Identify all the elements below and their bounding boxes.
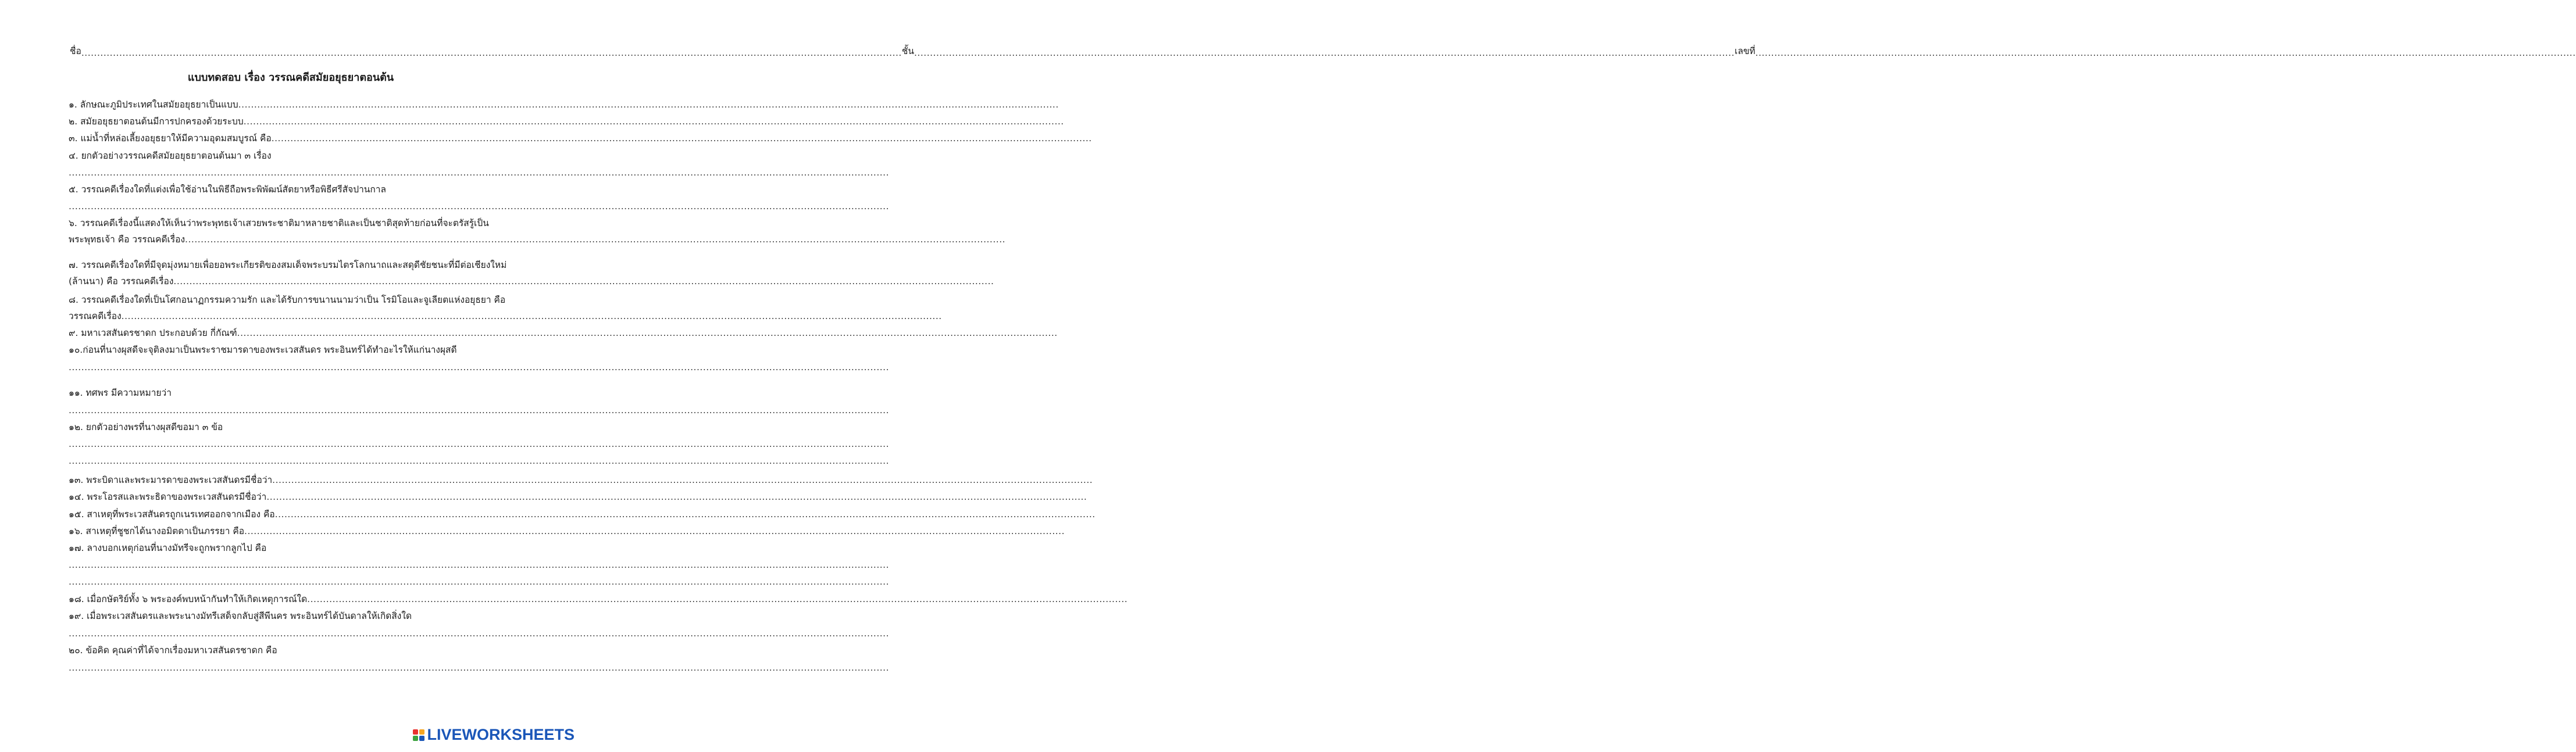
question-text: ๑๒. ยกตัวอย่างพรที่นางผุสดีขอมา ๓ ข้อ [69, 422, 223, 433]
logo-square-orange [419, 729, 424, 735]
question-text: ๑๘. เมื่อกษัตริย์ทั้ง ๖ พระองค์พบหน้ากันทำให้เกิดเหตุการณ์ใด [69, 594, 308, 605]
answer-field[interactable]: .................................................................................................................................................................................................................................................................... [69, 456, 890, 467]
liveworksheets-logo [413, 726, 575, 744]
answer-field[interactable]: .................................................................................................................................................................................................................................................................... [307, 594, 1128, 605]
answer-field[interactable]: .................................................................................................................................................................................................................................................................... [244, 526, 1065, 537]
question-text: พระพุทธเจ้า คือ วรรณคดีเรื่อง [69, 234, 185, 245]
logo-square-blue [419, 736, 424, 741]
question-13 [69, 471, 1093, 486]
question-text: ๒. สมัยอยุธยาตอนต้นมีการปกครองด้วยระบบ [69, 116, 244, 127]
question-text: ๑๐.ก่อนที่นางผุสดีจะจุติลงมาเป็นพระราชมารดาของพระเวสสันดร พระอินทร์ได้ทำอะไรให้แก่นางผุสดี [69, 345, 457, 356]
question-text: ๑๙. เมื่อพระเวสสันดรและพระนางมัทรีเสด็จกลับสู่สีพีนคร พระอินทร์ได้บันดาลให้เกิดสิ่งใด [69, 611, 412, 622]
logo-square-red [413, 729, 418, 735]
answer-field[interactable]: .................................................................................................................................................................................................................................................................... [69, 439, 890, 450]
question-text: ๑๖. สาเหตุที่ชูชกได้นางอมิตดาเป็นภรรยา คือ [69, 526, 245, 537]
answer-field[interactable]: .................................................................................................................................................................................................................................................................... [69, 362, 890, 373]
answer-field[interactable]: .................................................................................................................................................................................................................................................................... [266, 492, 1087, 503]
answer-line [69, 556, 890, 571]
question-20 [69, 641, 547, 656]
answer-field[interactable]: .................................................................................................................................................................................................................................................................... [69, 405, 890, 416]
answer-line [69, 163, 890, 178]
worksheet-title: แบบทดสอบ เรื่อง วรรณคดีสมัยอยุธยาตอนต้น [187, 71, 394, 84]
answer-line [69, 572, 890, 588]
answer-field[interactable]: .................................................................................................................................................................................................................................................................... [69, 576, 890, 588]
question-4 [69, 146, 531, 162]
answer-field[interactable]: .................................................................................................................................................................................................................................................................... [69, 560, 890, 571]
name-answer-field[interactable]: .................................................................................................................................................................................................................................................................... [81, 48, 902, 58]
answer-field[interactable]: .................................................................................................................................................................................................................................................................... [69, 628, 890, 639]
question-11 [69, 384, 543, 399]
answer-line [69, 401, 890, 416]
answer-line [69, 658, 890, 674]
question-6 [69, 214, 537, 229]
question-3 [69, 129, 1092, 144]
answer-field[interactable]: .................................................................................................................................................................................................................................................................... [272, 475, 1093, 486]
question-6-cont [69, 230, 1006, 245]
question-14 [69, 488, 1087, 503]
answer-line [69, 452, 890, 467]
answer-field[interactable]: .................................................................................................................................................................................................................................................................... [69, 663, 890, 674]
question-text: (ล้านนา) คือ วรรณคดีเรื่อง [69, 276, 174, 287]
question-15 [69, 505, 1096, 520]
number-answer-field[interactable]: .................................................................................................................................................................................................................................................................... [1755, 48, 2576, 58]
question-7 [69, 256, 537, 271]
question-12 [69, 418, 545, 433]
question-text: ๑๕. สาเหตุที่พระเวสสันดรถูกเนรเทศออกจากเมือง คือ [69, 509, 275, 520]
question-text: ๑๔. พระโอรสและพระธิดาของพระเวสสันดรมีชื่อว่า [69, 492, 267, 503]
answer-field[interactable]: .................................................................................................................................................................................................................................................................... [238, 99, 1059, 110]
answer-line [69, 435, 890, 450]
question-7-cont [69, 272, 994, 287]
question-text: ๑๗. ลางบอกเหตุก่อนที่นางมัทรีจะถูกพรากลูกไป คือ [69, 543, 267, 554]
question-9 [69, 324, 1058, 339]
question-18 [69, 590, 1128, 605]
question-text: ๕. วรรณคดีเรื่องใดที่แต่งเพื่อใช้อ่านในพิธีถือพระพิพัฒน์สัตยาหรือพิธีศรีสัจปานกาล [69, 184, 386, 195]
answer-field[interactable]: .................................................................................................................................................................................................................................................................... [271, 133, 1092, 144]
question-text: ๑๓. พระบิดาและพระมารดาของพระเวสสันดรมีชื่อว่า [69, 475, 273, 486]
question-text: ๔. ยกตัวอย่างวรรณคดีสมัยอยุธยาตอนต้นมา ๓ เรื่อง [69, 151, 272, 162]
answer-field[interactable]: .................................................................................................................................................................................................................................................................... [69, 167, 890, 178]
answer-field[interactable]: .................................................................................................................................................................................................................................................................... [173, 276, 994, 287]
question-text: ๗. วรรณคดีเรื่องใดที่มีจุดมุ่งหมายเพื่อยอพระเกียรติของสมเด็จพระบรมไตรโลกนาถและสดุดีชัยชนะที่มีต่อเชียงใหม่ [69, 260, 507, 271]
question-text: ๙. มหาเวสสันดรชาดก ประกอบด้วย กี่กัณฑ์ [69, 328, 237, 339]
question-text: ๖. วรรณคดีเรื่องนี้แสดงให้เห็นว่าพระพุทธเจ้าเสวยพระชาติมาหลายชาติและเป็นชาติสุดท้ายก่อนที่จะตรัสรู้เป็น [69, 218, 489, 229]
question-10 [69, 341, 537, 356]
answer-line [69, 358, 890, 373]
question-8-cont [69, 307, 942, 322]
answer-field[interactable]: .................................................................................................................................................................................................................................................................... [121, 311, 942, 322]
logo-grid-icon [413, 729, 424, 741]
question-text: ๑. ลักษณะภูมิประเทศในสมัยอยุธยาเป็นแบบ [69, 99, 238, 110]
question-text: ๓. แม่น้ำที่หล่อเลี้ยงอยุธยาให้มีความอุดมสมบูรณ์ คือ [69, 133, 272, 144]
question-text: ๑๑. ทศพร มีความหมายว่า [69, 388, 172, 399]
student-info-row [70, 43, 2576, 58]
question-17 [69, 539, 547, 554]
question-2 [69, 112, 1064, 127]
logo-text: LIVEWORKSHEETS [427, 726, 575, 743]
answer-line [69, 197, 890, 212]
answer-field[interactable]: .................................................................................................................................................................................................................................................................... [237, 328, 1058, 339]
question-16 [69, 522, 1065, 537]
answer-line [69, 624, 890, 639]
answer-field[interactable]: .................................................................................................................................................................................................................................................................... [69, 201, 890, 212]
question-19 [69, 607, 547, 622]
question-1 [69, 95, 1059, 110]
logo-square-green [413, 736, 418, 741]
name-label: ชื่อ [70, 46, 81, 56]
question-text: วรรณคดีเรื่อง [69, 311, 122, 322]
question-text: ๒๐. ข้อคิด คุณค่าที่ได้จากเรื่องมหาเวสสันดรชาดก คือ [69, 645, 277, 656]
class-label: ชั้น [901, 46, 914, 56]
question-5 [69, 180, 531, 195]
question-text: ๘. วรรณคดีเรื่องใดที่เป็นโศกอนาฏกรรมความรัก และได้รับการขนานนามว่าเป็น โรมิโอและจูเลียตแห่งอยุธยา คือ [69, 295, 506, 306]
answer-field[interactable]: .................................................................................................................................................................................................................................................................... [243, 116, 1064, 127]
question-8 [69, 291, 537, 306]
answer-field[interactable]: .................................................................................................................................................................................................................................................................... [274, 509, 1096, 520]
answer-field[interactable]: .................................................................................................................................................................................................................................................................... [185, 234, 1006, 245]
number-label: เลขที่ [1735, 46, 1756, 56]
class-answer-field[interactable]: .................................................................................................................................................................................................................................................................... [914, 48, 1735, 58]
